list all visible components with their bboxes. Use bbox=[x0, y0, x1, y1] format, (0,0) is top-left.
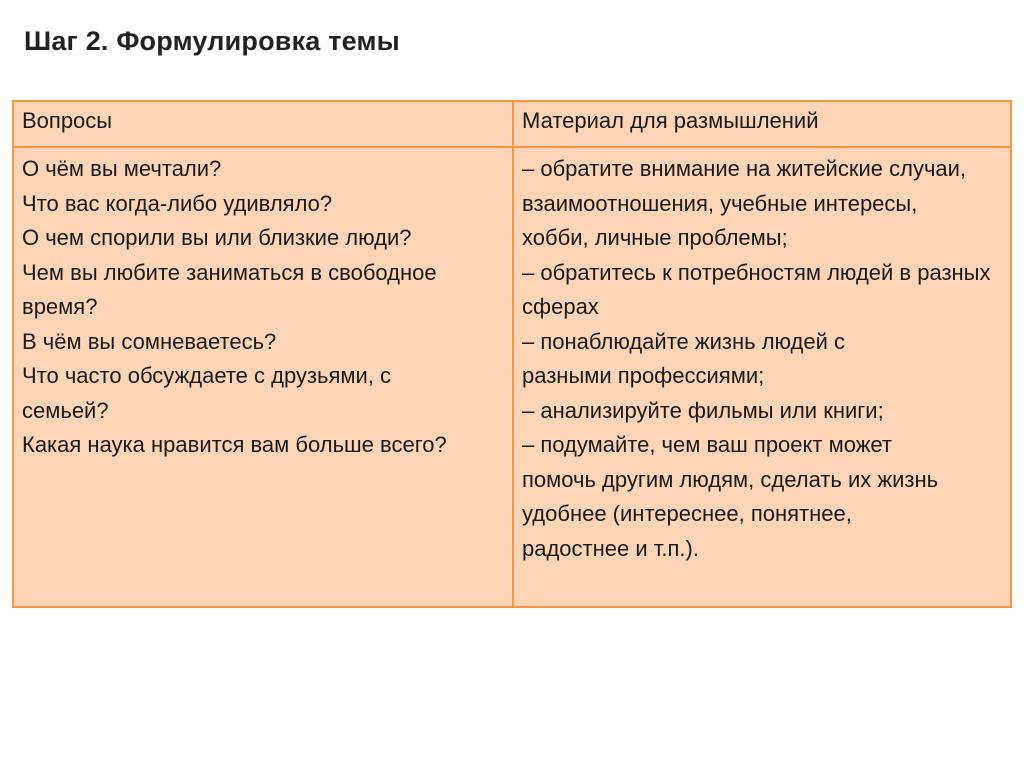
material-item: – понаблюдайте жизнь людей с разными профессиями; bbox=[522, 328, 846, 388]
question-item: Какая наука нравится вам больше всего? bbox=[22, 432, 447, 457]
material-item: – анализируйте фильмы или книги; bbox=[522, 397, 884, 423]
table-row bbox=[13, 147, 1011, 607]
question-item: Что вас когда-либо удивляло? bbox=[22, 190, 333, 216]
question-item: Чем вы любите заниматься в свободное время? bbox=[22, 259, 437, 319]
table-header-row bbox=[13, 101, 1011, 147]
question-item: О чём вы мечтали? bbox=[22, 156, 222, 181]
question-item: Что часто обсуждаете с друзьями, с семьей? bbox=[22, 363, 392, 423]
header-material: Материал для размышлений bbox=[513, 101, 1011, 147]
topic-table bbox=[12, 100, 1012, 608]
header-questions: Вопросы bbox=[13, 101, 513, 147]
question-item: О чем спорили вы или близкие люди? bbox=[22, 225, 412, 250]
slide-title: Шаг 2. Формулировка темы bbox=[24, 26, 400, 56]
question-item: В чём вы сомневаетесь? bbox=[22, 328, 277, 354]
material-item: – обратите внимание на житейские случаи, взаимоотношения, учебные интересы, хобби, личные проблемы; bbox=[522, 156, 967, 250]
material-item: – подумайте, чем ваш проект может помочь другим людям, сделать их жизнь удобнее (интереснее, понятнее, радостнее и т.п.). bbox=[522, 432, 939, 561]
questions-cell bbox=[13, 147, 513, 607]
material-cell bbox=[513, 147, 1011, 607]
material-item: – обратитесь к потребностям людей в разных сферах bbox=[522, 259, 991, 319]
